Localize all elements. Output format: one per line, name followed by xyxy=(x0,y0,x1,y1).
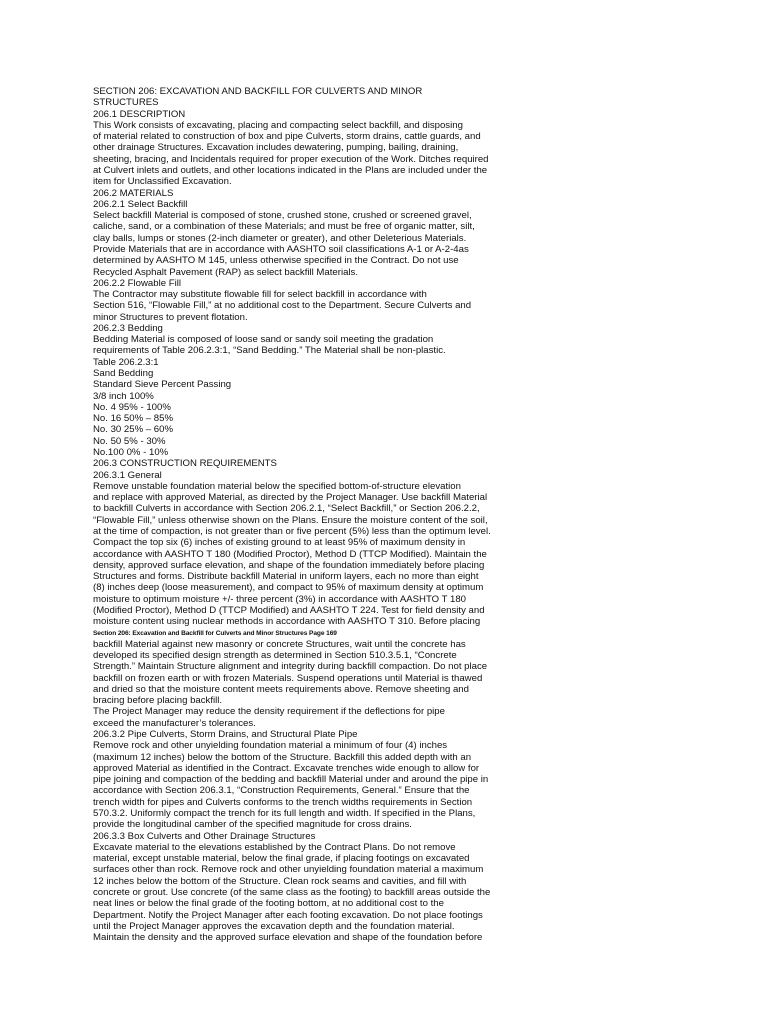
text-line: at Culvert inlets and outlets, and other locations indicated in the Plans are included under the xyxy=(93,164,488,176)
text-line: Provide Materials that are in accordance with AASHTO soil classifications A-1 or A-2-4as xyxy=(93,243,469,255)
text-line: Sand Bedding xyxy=(93,368,154,380)
text-line: STRUCTURES xyxy=(93,97,159,109)
text-line: 206.2.3 Bedding xyxy=(93,322,163,334)
text-line: neat lines or below the final grade of the footing bottom, at no additional cost to the xyxy=(93,898,444,910)
text-line: Select backfill Material is composed of stone, crushed stone, crushed or screened gravel, xyxy=(93,210,472,222)
text-line: No. 16 50% – 85% xyxy=(93,413,174,425)
text-line: Section 516, “Flowable Fill,” at no additional cost to the Department. Secure Culverts and xyxy=(93,300,472,312)
page-footer: Section 206: Excavation and Backfill for Culverts and Minor Structures Page 169 xyxy=(93,629,337,637)
text-line: density, approved surface elevation, and shape of the foundation immediately before placing xyxy=(93,559,485,571)
text-line: accordance with Section 206.3.1, “Construction Requirements, General.” Ensure that the xyxy=(93,785,470,797)
text-line: pipe joining and compaction of the bedding and backfill Material under and around the pipe in xyxy=(93,774,489,786)
text-line: This Work consists of excavating, placing and compacting select backfill, and disposing xyxy=(93,119,463,131)
text-line: (8) inches deep (loose measurement), and compact to 95% of maximum density at optimum xyxy=(93,582,484,594)
text-line: Bedding Material is composed of loose sand or sandy soil meeting the gradation xyxy=(93,334,434,346)
text-line: 206.2 MATERIALS xyxy=(93,187,174,199)
text-line: sheeting, bracing, and Incidentals required for proper execution of the Work. Ditches required xyxy=(93,153,489,165)
text-line: No.100 0% - 10% xyxy=(93,447,169,458)
text-line: 206.3.1 General xyxy=(93,469,162,481)
text-line: Remove rock and other unyielding foundation material a minimum of four (4) inches xyxy=(93,740,448,752)
text-line: minor Structures to prevent flotation. xyxy=(93,311,248,323)
text-line: moisture to optimum moisture +/- three percent (3%) in accordance with AASHTO T 180 xyxy=(93,593,466,605)
text-line: Maintain the density and the approved surface elevation and shape of the foundation before xyxy=(93,932,483,944)
text-line: (Modified Proctor), Method D (TTCP Modified) and AASHTO T 224. Test for field density and xyxy=(93,604,485,616)
text-line: accordance with AASHTO T 180 (Modified Proctor), Method D (TTCP Modified). Maintain the xyxy=(93,548,487,560)
text-line: moisture content using nuclear methods in accordance with AASHTO T 310. Before placing xyxy=(93,616,481,628)
text-line: 206.2.2 Flowable Fill xyxy=(93,277,181,289)
text-line: 570.3.2. Uniformly compact the trench for its full length and width. If specified in the Plans, xyxy=(93,808,476,819)
text-line: The Contractor may substitute flowable fill for select backfill in accordance with xyxy=(93,289,427,301)
text-line: caliche, sand, or a combination of these Materials; and must be free of organic matter, silt, xyxy=(93,221,475,233)
text-line: Compact the top six (6) inches of existing ground to at least 95% of maximum density in xyxy=(93,537,466,549)
text-line: Structures and forms. Distribute backfill Material in uniform layers, each no more than eight xyxy=(93,571,479,583)
text-line: and dried so that the moisture content meets requirements above. Remove sheeting and xyxy=(93,683,469,695)
text-line: 206.2.1 Select Backfill xyxy=(93,198,188,210)
text-line: to backfill Culverts in accordance with Section 206.2.1, “Select Backfill,” or Section 206.2.2, xyxy=(93,503,480,515)
text-line: surfaces other than rock. Remove rock and other unyielding foundation material a maximum xyxy=(93,864,484,876)
text-line: and replace with approved Material, as directed by the Project Manager. Use backfill Material xyxy=(93,492,488,504)
text-line: requirements of Table 206.2.3:1, “Sand Bedding.” The Material shall be non-plastic. xyxy=(93,345,446,357)
text-line: “Flowable Fill,” unless otherwise shown on the Plans. Ensure the moisture content of the soil, xyxy=(93,514,488,526)
text-line: 3/8 inch 100% xyxy=(93,390,154,402)
text-line: clay balls, lumps or stones (2-inch diameter or greater), and other Deleterious Materials. xyxy=(93,232,467,244)
text-line: 206.3 CONSTRUCTION REQUIREMENTS xyxy=(93,458,277,470)
text-line: exceed the manufacturer’s tolerances. xyxy=(93,717,256,729)
text-line: backfill on frozen earth or with frozen Materials. Suspend operations until Material is thawed xyxy=(93,672,483,684)
text-line: No. 4 95% - 100% xyxy=(93,401,171,413)
document-body xyxy=(93,86,533,943)
text-line: of material related to construction of box and pipe Culverts, storm drains, cattle guards, and xyxy=(93,131,481,143)
text-line: Department. Notify the Project Manager after each footing excavation. Do not place footings xyxy=(93,909,483,921)
text-line: approved Material as identified in the Contract. Excavate trenches wide enough to allow for xyxy=(93,762,480,774)
text-line: at the time of compaction, is not greater than or five percent (5%) less than the optimum level. xyxy=(93,525,491,537)
text-line: item for Unclassified Excavation. xyxy=(93,176,232,188)
text-line: The Project Manager may reduce the density requirement if the deflections for pipe xyxy=(93,706,445,718)
text-line: Table 206.2.3:1 xyxy=(93,356,159,368)
text-line: determined by AASHTO M 145, unless otherwise specified in the Contract. Do not use xyxy=(93,255,459,267)
text-line: Standard Sieve Percent Passing xyxy=(93,379,232,391)
text-line: Remove unstable foundation material below the specified bottom-of-structure elevation xyxy=(93,480,461,492)
text-line: other drainage Structures. Excavation includes dewatering, pumping, bailing, draining, xyxy=(93,142,459,154)
text-line: (maximum 12 inches) below the bottom of the Structure. Backfill this added depth with an xyxy=(93,751,472,763)
text-line: 12 inches below the bottom of the Structure. Clean rock seams and cavities, and fill with xyxy=(93,875,467,887)
text-line: No. 50 5% - 30% xyxy=(93,435,166,447)
text-line: 206.3.2 Pipe Culverts, Storm Drains, and Structural Plate Pipe xyxy=(93,729,358,741)
text-line: SECTION 206: EXCAVATION AND BACKFILL FOR CULVERTS AND MINOR xyxy=(93,86,423,97)
text-line: concrete or grout. Use concrete (of the same class as the footing) to backfill areas outside the xyxy=(93,886,491,898)
text-line: 206.3.3 Box Culverts and Other Drainage Structures xyxy=(93,830,316,842)
text-line: provide the longitudinal camber of the specified magnitude for cross drains. xyxy=(93,819,412,831)
text-line: Excavate material to the elevations established by the Contract Plans. Do not remove xyxy=(93,841,456,853)
text-line: developed its specified design strength as determined in Section 510.3.5.1, “Concrete xyxy=(93,650,457,662)
text-line: 206.1 DESCRIPTION xyxy=(93,108,186,120)
text-line: trench width for pipes and Culverts conforms to the trench widths requirements in Section xyxy=(93,796,473,808)
text-line: until the Project Manager approves the excavation depth and the foundation material. xyxy=(93,920,455,932)
text-line: No. 30 25% – 60% xyxy=(93,424,174,436)
text-line: bracing before placing backfill. xyxy=(93,695,223,707)
text-line: Recycled Asphalt Pavement (RAP) as select backfill Materials. xyxy=(93,266,358,278)
text-line: Strength.” Maintain Structure alignment and integrity during backfill compaction. Do not place xyxy=(93,661,488,673)
text-line: material, except unstable material, below the final grade, if placing footings on excavated xyxy=(93,853,470,865)
text-line: backfill Material against new masonry or concrete Structures, wait until the concrete has xyxy=(93,638,466,650)
